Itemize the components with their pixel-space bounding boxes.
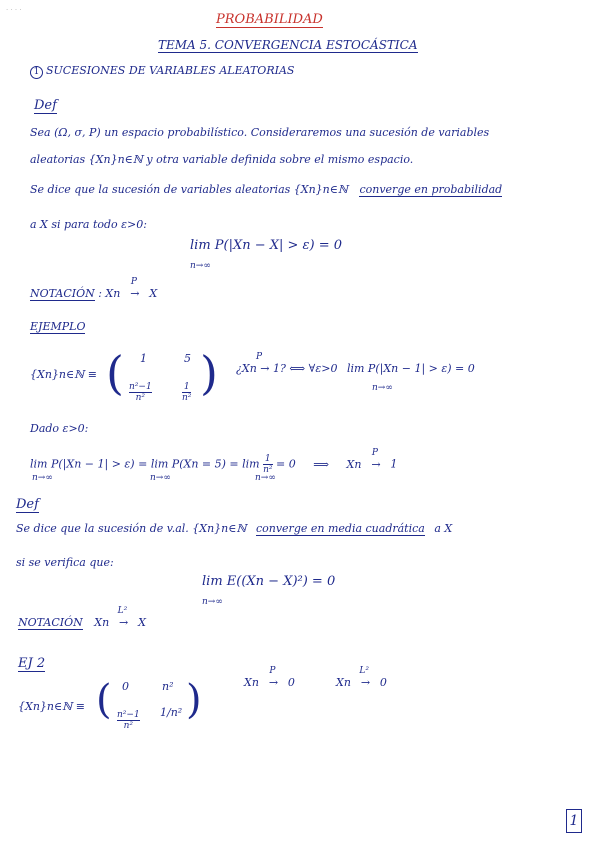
def1-formula: lim P(|Xn − X| > ε) = 0 (190, 238, 343, 253)
matrix1-m21-den: n² (135, 393, 146, 403)
matrix1-left-paren: ( (106, 346, 124, 400)
matrix1-m22 (182, 374, 191, 403)
corner-mark: · · · · (6, 6, 22, 14)
notation2 (18, 606, 146, 629)
matrix1-m22-den: n² (182, 393, 192, 403)
page-subtitle: TEMA 5. CONVERGENCIA ESTOCÁSTICA (158, 38, 418, 52)
matrix1-m21-num: n²−1 (129, 382, 152, 392)
matrix2-m11: 0 (122, 680, 129, 693)
given-eq2: = (229, 457, 239, 471)
def2-formula-sub: n→∞ (202, 597, 223, 607)
ex2-r2-a: Xn (336, 676, 351, 689)
given-eq1: = (138, 457, 148, 471)
given-result-arrow-label: P (371, 447, 378, 458)
def2-line1 (16, 522, 452, 535)
given-sub-1: n→∞ (32, 473, 53, 483)
notation2-arrow: L² → (117, 606, 129, 629)
given-l1: lim P(|Xn − 1| > ε) (30, 457, 135, 471)
def1-line3 (30, 183, 502, 196)
example1-question-text: ¿Xn → 1? ⟺ ∀ε>0 (236, 362, 338, 375)
def2-line2: si se verifica que: (16, 556, 114, 569)
def2-formula: lim E((Xn − X)²) = 0 (202, 574, 336, 589)
matrix2-right-paren: ) (186, 677, 202, 723)
notation1-arrow-label: P (130, 277, 137, 287)
given-chain (30, 447, 398, 475)
notation1-arrow: P → (130, 277, 140, 300)
section-number: 1 (30, 66, 43, 79)
section-heading (30, 64, 294, 79)
notation1-text-b: X (149, 287, 158, 300)
notation2-text-b: X (138, 616, 146, 629)
matrix2-m21 (117, 702, 140, 731)
given-result-end: 1 (390, 457, 398, 471)
def1-line3-text: Se dice que la sucesión de variables aleatorias {Xn}n∈ℕ (30, 183, 348, 196)
example1-question-lim: lim P(|Xn − 1| > ε) = 0 (346, 362, 475, 375)
def1-line4: a X si para todo ε>0: (30, 218, 147, 231)
matrix1-m11: 1 (140, 352, 147, 365)
given-result-arrow: P → (371, 447, 381, 471)
matrix2-m22: 1/n² (160, 706, 183, 719)
given-l2: lim P(Xn = 5) (150, 457, 226, 471)
section-heading-text: SUCESIONES DE VARIABLES ALEATORIAS (46, 64, 295, 77)
matrix1-m22-num: 1 (183, 382, 190, 392)
ex2-result2 (336, 666, 387, 689)
given-l3: lim (242, 457, 260, 471)
matrix2-left-paren: ( (96, 677, 112, 723)
ex2-r1-arrow: P → (268, 666, 279, 689)
ex2-result1 (244, 666, 295, 689)
notation1 (30, 277, 158, 300)
given-text: Dado ε>0: (30, 422, 89, 435)
ex2-r2-arrow: L² → (359, 666, 371, 689)
given-result: Xn (346, 457, 362, 471)
example1-label: EJEMPLO (30, 320, 86, 333)
notation2-arrow-label: L² (117, 606, 128, 616)
example1-question (236, 362, 475, 375)
matrix2-m21-den: n² (123, 721, 134, 731)
example1-question-arrow-label: P (256, 352, 263, 362)
ex2-r1-b: 0 (287, 676, 295, 689)
def2-key-term: converge en media cuadrática (255, 522, 425, 535)
def2-line1-text: Se dice que la sucesión de v.al. {Xn}n∈ℕ (16, 522, 247, 535)
ex2-r2-arrow-label: L² (359, 666, 370, 676)
def1-formula-sub: n→∞ (190, 261, 211, 271)
def-label: Def (34, 98, 57, 113)
ex2-seq: {Xn}n∈ℕ ≡ (18, 700, 85, 713)
matrix2-m12: n² (162, 680, 174, 693)
ex2-r1-a: Xn (244, 676, 259, 689)
ex2-r1-arrow-label: P (269, 666, 276, 676)
page-number: 1 (566, 809, 582, 833)
given-sub-2: n→∞ (150, 473, 171, 483)
ex2-label: EJ 2 (18, 656, 46, 671)
def1-line2: aleatorias {Xn}n∈ℕ y otra variable definida sobre el mismo espacio. (30, 153, 414, 166)
given-frac-den: n² (263, 465, 273, 475)
notation2-label: NOTACIÓN (18, 616, 83, 629)
notation1-text-a: : Xn (98, 287, 121, 300)
def2-label: Def (16, 497, 39, 512)
matrix1-m12: 5 (184, 352, 191, 365)
example1-question-sub: n→∞ (372, 383, 393, 393)
notation1-label: NOTACIÓN (30, 287, 95, 300)
given-frac-num: 1 (264, 454, 271, 464)
given-sub-3: n→∞ (255, 473, 276, 483)
matrix1-right-paren: ) (200, 346, 218, 400)
given-implies: ⟹ (313, 457, 329, 471)
def1-key-term: converge en probabilidad (359, 183, 503, 196)
notation2-text-a: Xn (94, 616, 110, 629)
def1-line1: Sea (Ω, σ, P) un espacio probabilístico. Consideraremos una sucesión de variables (30, 126, 490, 139)
def2-line1-end: a X (434, 522, 453, 535)
page-title: PROBABILIDAD (216, 12, 323, 27)
given-eq3: = 0 (276, 457, 296, 471)
matrix2-m21-num: n²−1 (117, 710, 140, 720)
example1-seq: {Xn}n∈ℕ ≡ (30, 368, 97, 381)
ex2-r2-b: 0 (379, 676, 387, 689)
matrix1-m21 (129, 374, 152, 403)
